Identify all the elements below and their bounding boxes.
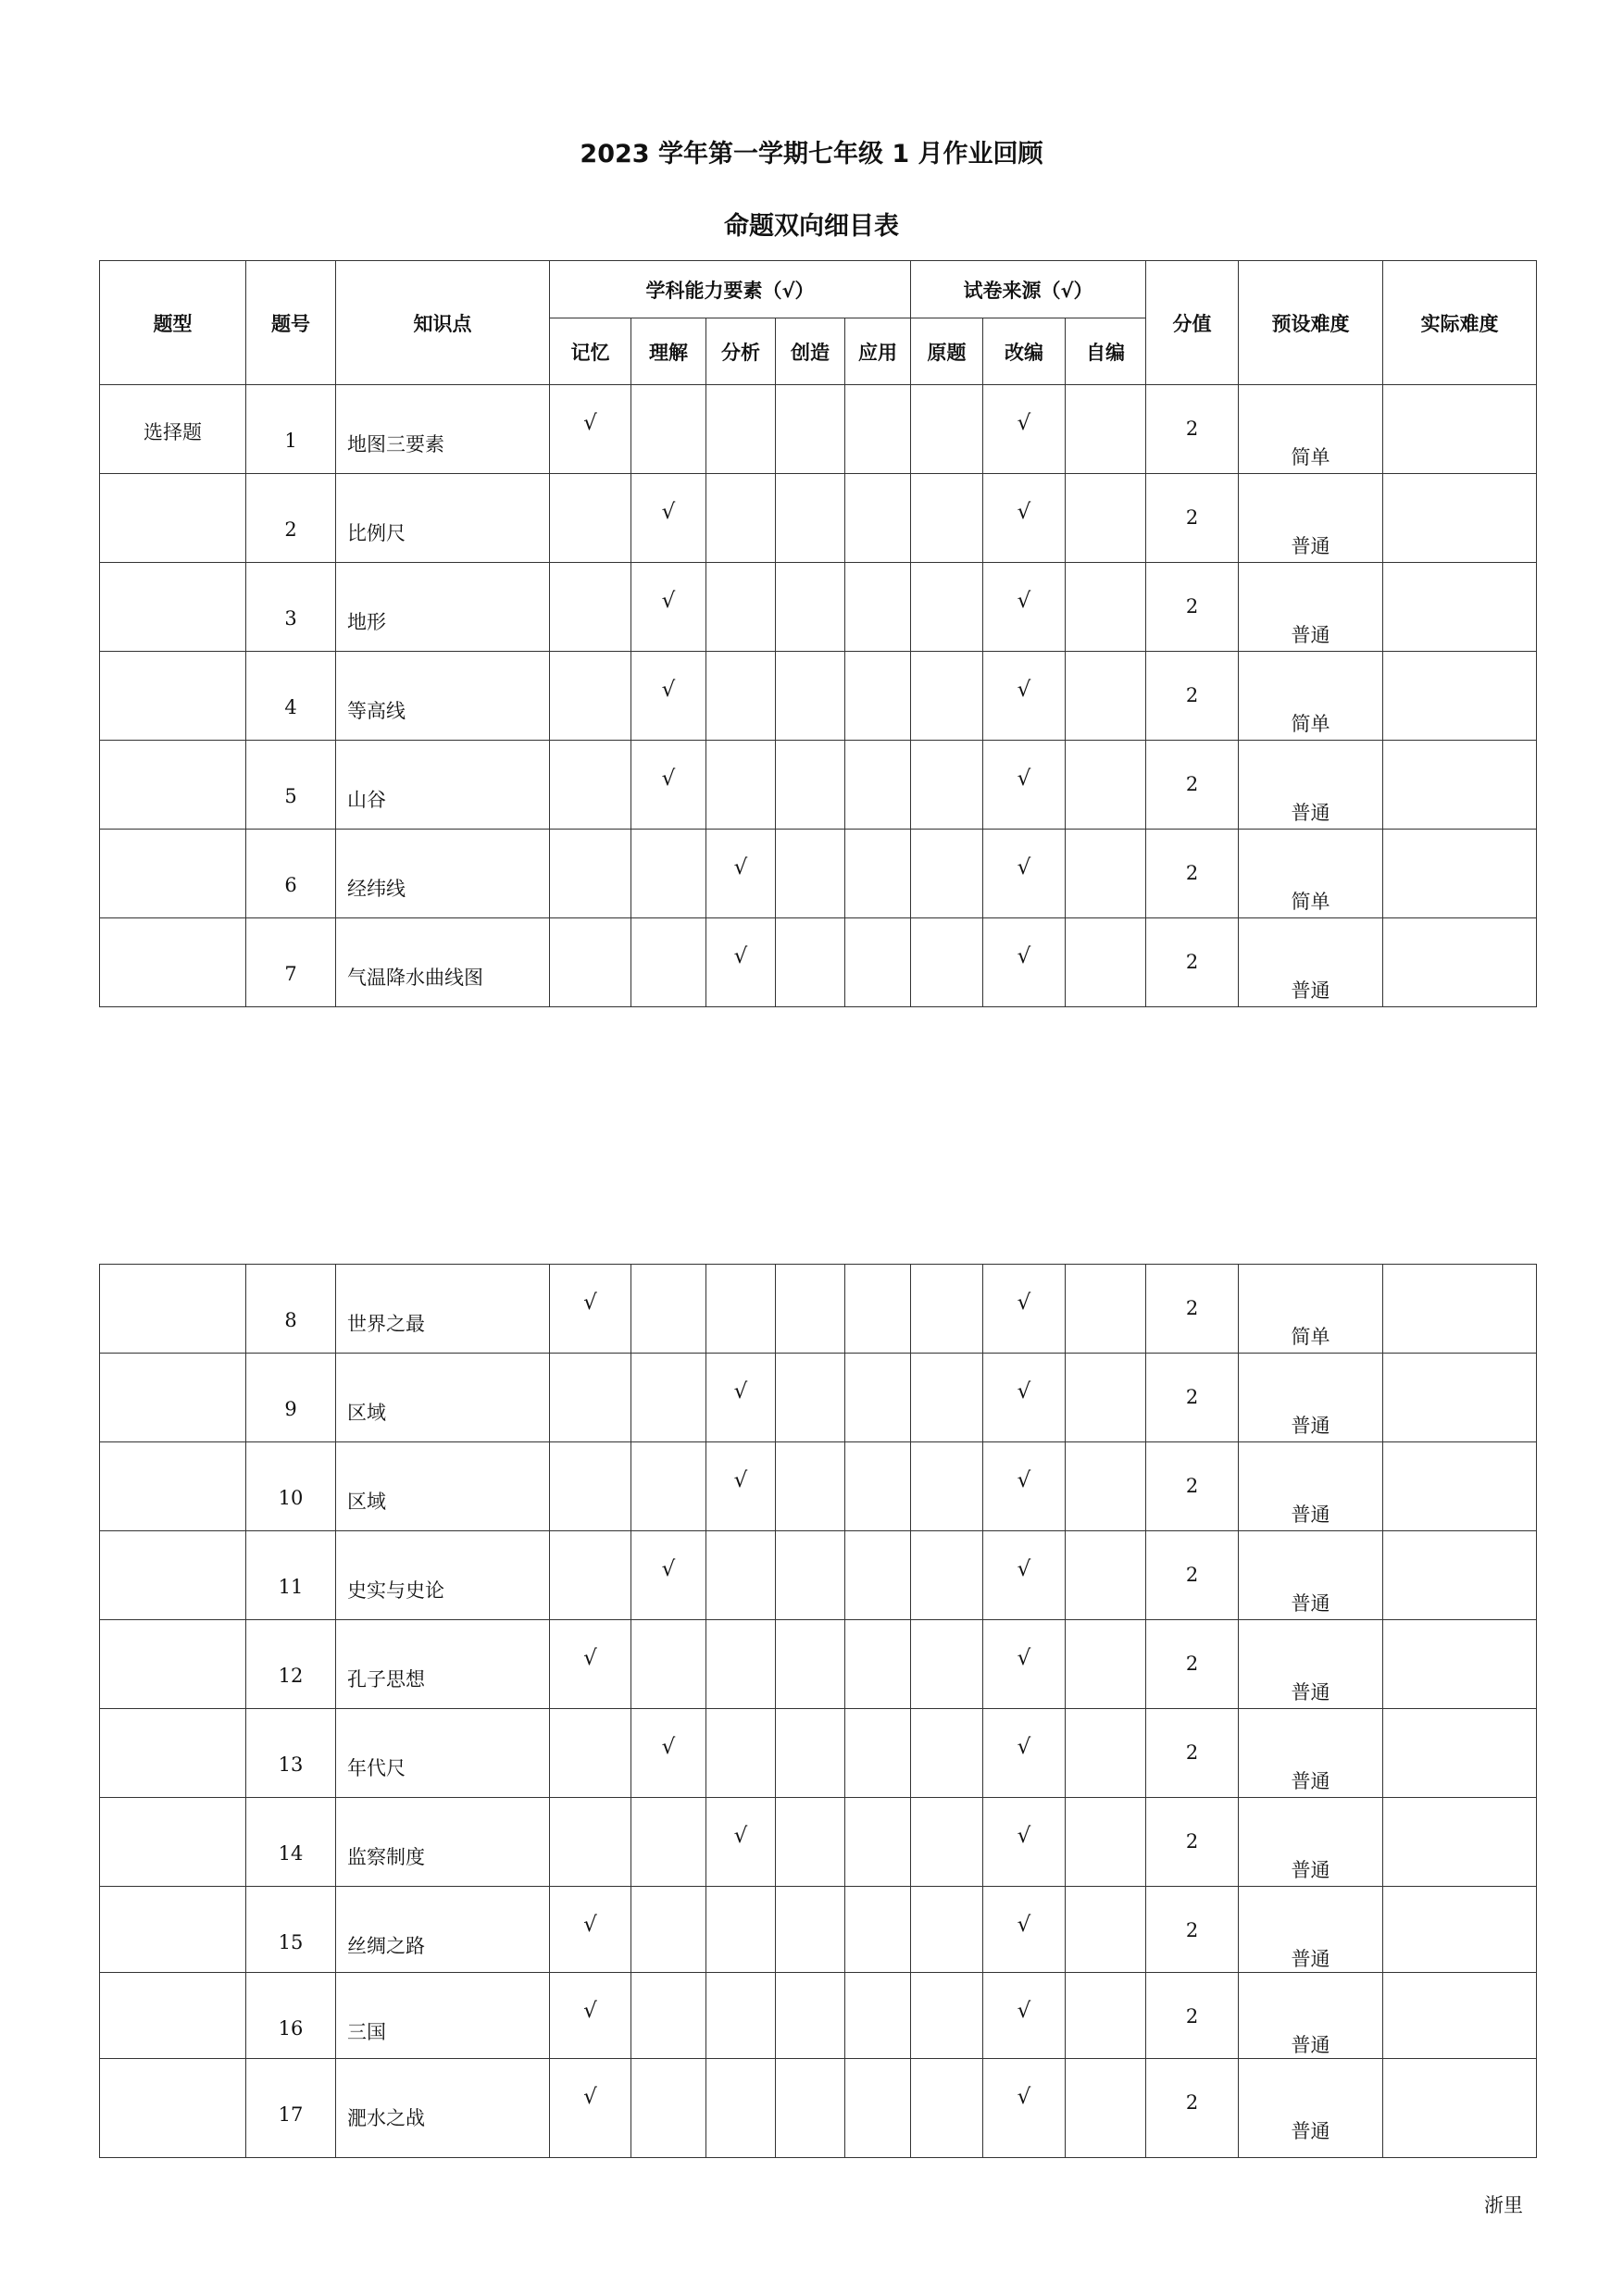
ability-cell xyxy=(845,563,911,652)
source-cell xyxy=(1066,1620,1146,1709)
ability-cell xyxy=(706,652,776,741)
header-type: 题型 xyxy=(100,261,246,385)
ability-cell xyxy=(776,741,845,830)
source-cell: √ xyxy=(983,2059,1066,2158)
table-row xyxy=(100,2059,1537,2158)
question-type-cell xyxy=(100,1887,246,1973)
ability-cell: √ xyxy=(631,1531,706,1620)
question-type-cell xyxy=(100,2059,246,2158)
question-number-cell: 10 xyxy=(246,1442,336,1531)
header-source-original: 原题 xyxy=(911,318,983,385)
source-cell xyxy=(1066,2059,1146,2158)
source-cell: √ xyxy=(983,741,1066,830)
source-cell: √ xyxy=(983,830,1066,918)
ability-cell xyxy=(706,1973,776,2059)
ability-cell xyxy=(776,1887,845,1973)
ability-cell xyxy=(776,1798,845,1887)
header-actual-difficulty: 实际难度 xyxy=(1383,261,1537,385)
table-body-page2 xyxy=(100,1265,1537,2158)
question-number-cell: 15 xyxy=(246,1887,336,1973)
header-source-adapted: 改编 xyxy=(983,318,1066,385)
question-number-cell: 12 xyxy=(246,1620,336,1709)
actual-difficulty-cell xyxy=(1383,830,1537,918)
ability-cell xyxy=(706,563,776,652)
header-score: 分值 xyxy=(1146,261,1239,385)
ability-cell: √ xyxy=(706,1354,776,1442)
ability-cell xyxy=(550,1709,631,1798)
source-cell xyxy=(1066,474,1146,563)
table-row xyxy=(100,563,1537,652)
knowledge-point-cell: 经纬线 xyxy=(336,830,550,918)
header-expected-difficulty: 预设难度 xyxy=(1239,261,1383,385)
score-cell: 2 xyxy=(1146,474,1239,563)
ability-cell xyxy=(776,1354,845,1442)
ability-cell xyxy=(845,1531,911,1620)
score-cell: 2 xyxy=(1146,1798,1239,1887)
question-type-cell xyxy=(100,1973,246,2059)
ability-cell xyxy=(631,385,706,474)
score-cell: 2 xyxy=(1146,1709,1239,1798)
knowledge-point-cell: 等高线 xyxy=(336,652,550,741)
source-cell xyxy=(1066,1354,1146,1442)
expected-difficulty-cell: 普通 xyxy=(1239,2059,1383,2158)
ability-cell xyxy=(776,563,845,652)
score-cell: 2 xyxy=(1146,2059,1239,2158)
source-cell: √ xyxy=(983,563,1066,652)
footer-mark: 浙里 xyxy=(1484,2194,1523,2216)
ability-cell xyxy=(706,741,776,830)
score-cell: 2 xyxy=(1146,1620,1239,1709)
ability-cell: √ xyxy=(706,830,776,918)
score-cell: 2 xyxy=(1146,1973,1239,2059)
knowledge-point-cell: 地形 xyxy=(336,563,550,652)
source-cell xyxy=(1066,741,1146,830)
question-number-cell: 16 xyxy=(246,1973,336,2059)
source-cell: √ xyxy=(983,385,1066,474)
ability-cell xyxy=(776,1709,845,1798)
ability-cell xyxy=(550,918,631,1007)
ability-cell xyxy=(550,830,631,918)
knowledge-point-cell: 世界之最 xyxy=(336,1265,550,1354)
ability-cell xyxy=(706,1709,776,1798)
source-cell: √ xyxy=(983,1798,1066,1887)
question-type-cell xyxy=(100,1354,246,1442)
score-cell: 2 xyxy=(1146,918,1239,1007)
expected-difficulty-cell: 简单 xyxy=(1239,830,1383,918)
expected-difficulty-cell: 简单 xyxy=(1239,1265,1383,1354)
source-cell: √ xyxy=(983,1265,1066,1354)
source-cell xyxy=(1066,385,1146,474)
question-type-cell xyxy=(100,1265,246,1354)
ability-cell xyxy=(776,652,845,741)
table-row xyxy=(100,385,1537,474)
ability-cell xyxy=(631,1887,706,1973)
document-title: 2023 学年第一学期七年级 1 月作业回顾 xyxy=(580,140,1043,168)
source-cell: √ xyxy=(983,918,1066,1007)
question-type-cell xyxy=(100,918,246,1007)
source-cell xyxy=(1066,563,1146,652)
table-body-page1 xyxy=(100,385,1537,1007)
knowledge-point-cell: 区域 xyxy=(336,1442,550,1531)
source-cell xyxy=(911,918,983,1007)
ability-cell xyxy=(550,652,631,741)
table-row xyxy=(100,1798,1537,1887)
ability-cell: √ xyxy=(706,1798,776,1887)
question-number-cell: 6 xyxy=(246,830,336,918)
ability-cell: √ xyxy=(550,1887,631,1973)
expected-difficulty-cell: 普通 xyxy=(1239,1354,1383,1442)
ability-cell xyxy=(845,1354,911,1442)
ability-cell: √ xyxy=(550,1265,631,1354)
question-type-cell xyxy=(100,1531,246,1620)
actual-difficulty-cell xyxy=(1383,474,1537,563)
ability-cell: √ xyxy=(631,1709,706,1798)
table-row xyxy=(100,1709,1537,1798)
expected-difficulty-cell: 普通 xyxy=(1239,563,1383,652)
ability-cell xyxy=(776,1265,845,1354)
expected-difficulty-cell: 普通 xyxy=(1239,1798,1383,1887)
table-row xyxy=(100,652,1537,741)
source-cell xyxy=(1066,652,1146,741)
source-cell xyxy=(1066,1265,1146,1354)
expected-difficulty-cell: 普通 xyxy=(1239,1531,1383,1620)
score-cell: 2 xyxy=(1146,1265,1239,1354)
score-cell: 2 xyxy=(1146,1354,1239,1442)
ability-cell xyxy=(550,741,631,830)
score-cell: 2 xyxy=(1146,385,1239,474)
ability-cell: √ xyxy=(550,385,631,474)
actual-difficulty-cell xyxy=(1383,563,1537,652)
table-row xyxy=(100,1531,1537,1620)
source-cell xyxy=(1066,1798,1146,1887)
ability-cell: √ xyxy=(631,474,706,563)
source-cell xyxy=(911,1798,983,1887)
ability-cell xyxy=(550,1442,631,1531)
question-type-cell xyxy=(100,563,246,652)
knowledge-point-cell: 孔子思想 xyxy=(336,1620,550,1709)
actual-difficulty-cell xyxy=(1383,652,1537,741)
ability-cell xyxy=(845,1442,911,1531)
ability-cell xyxy=(550,563,631,652)
actual-difficulty-cell xyxy=(1383,1442,1537,1531)
table-row xyxy=(100,474,1537,563)
ability-cell xyxy=(845,741,911,830)
knowledge-point-cell: 地图三要素 xyxy=(336,385,550,474)
ability-cell xyxy=(776,1973,845,2059)
ability-cell: √ xyxy=(631,652,706,741)
expected-difficulty-cell: 简单 xyxy=(1239,652,1383,741)
ability-cell xyxy=(845,830,911,918)
question-number-cell: 14 xyxy=(246,1798,336,1887)
expected-difficulty-cell: 简单 xyxy=(1239,385,1383,474)
ability-cell xyxy=(550,1531,631,1620)
actual-difficulty-cell xyxy=(1383,2059,1537,2158)
source-cell: √ xyxy=(983,474,1066,563)
ability-cell xyxy=(631,1798,706,1887)
source-cell xyxy=(1066,1973,1146,2059)
ability-cell xyxy=(631,830,706,918)
source-cell xyxy=(911,830,983,918)
expected-difficulty-cell: 普通 xyxy=(1239,741,1383,830)
expected-difficulty-cell: 普通 xyxy=(1239,1620,1383,1709)
ability-cell xyxy=(845,1709,911,1798)
source-cell xyxy=(911,1709,983,1798)
ability-cell: √ xyxy=(706,918,776,1007)
knowledge-point-cell: 淝水之战 xyxy=(336,2059,550,2158)
source-cell xyxy=(911,2059,983,2158)
detail-table-page2 xyxy=(99,1264,1537,2158)
table-row xyxy=(100,1442,1537,1531)
source-cell xyxy=(911,1442,983,1531)
ability-cell xyxy=(845,474,911,563)
question-type-cell xyxy=(100,652,246,741)
source-cell xyxy=(911,1620,983,1709)
ability-cell xyxy=(706,474,776,563)
source-cell xyxy=(911,474,983,563)
header-ability-memory: 记忆 xyxy=(550,318,631,385)
ability-cell xyxy=(631,918,706,1007)
question-number-cell: 9 xyxy=(246,1354,336,1442)
ability-cell xyxy=(550,1798,631,1887)
source-cell xyxy=(911,563,983,652)
knowledge-point-cell: 史实与史论 xyxy=(336,1531,550,1620)
source-cell xyxy=(1066,1531,1146,1620)
actual-difficulty-cell xyxy=(1383,1887,1537,1973)
actual-difficulty-cell xyxy=(1383,1709,1537,1798)
score-cell: 2 xyxy=(1146,563,1239,652)
knowledge-point-cell: 丝绸之路 xyxy=(336,1887,550,1973)
expected-difficulty-cell: 普通 xyxy=(1239,474,1383,563)
table-row xyxy=(100,1973,1537,2059)
ability-cell xyxy=(631,2059,706,2158)
question-type-cell xyxy=(100,741,246,830)
question-number-cell: 1 xyxy=(246,385,336,474)
score-cell: 2 xyxy=(1146,830,1239,918)
ability-cell xyxy=(706,1620,776,1709)
document-subtitle: 命题双向细目表 xyxy=(724,212,899,241)
ability-cell xyxy=(631,1442,706,1531)
ability-cell xyxy=(776,2059,845,2158)
header-source-self: 自编 xyxy=(1066,318,1146,385)
header-knowledge: 知识点 xyxy=(336,261,550,385)
question-number-cell: 4 xyxy=(246,652,336,741)
ability-cell: √ xyxy=(706,1442,776,1531)
question-number-cell: 11 xyxy=(246,1531,336,1620)
header-ability-group: 学科能力要素（√） xyxy=(550,261,911,318)
knowledge-point-cell: 三国 xyxy=(336,1973,550,2059)
source-cell: √ xyxy=(983,1709,1066,1798)
source-cell xyxy=(911,1354,983,1442)
ability-cell: √ xyxy=(550,1973,631,2059)
knowledge-point-cell: 区域 xyxy=(336,1354,550,1442)
ability-cell xyxy=(631,1354,706,1442)
table-row xyxy=(100,1887,1537,1973)
ability-cell xyxy=(631,1620,706,1709)
ability-cell xyxy=(776,918,845,1007)
ability-cell xyxy=(845,1265,911,1354)
table-row xyxy=(100,1354,1537,1442)
question-type-cell xyxy=(100,1709,246,1798)
ability-cell xyxy=(845,2059,911,2158)
ability-cell: √ xyxy=(550,2059,631,2158)
ability-cell xyxy=(631,1973,706,2059)
source-cell: √ xyxy=(983,1620,1066,1709)
source-cell xyxy=(911,652,983,741)
ability-cell xyxy=(776,830,845,918)
actual-difficulty-cell xyxy=(1383,385,1537,474)
question-number-cell: 5 xyxy=(246,741,336,830)
ability-cell xyxy=(706,2059,776,2158)
ability-cell xyxy=(845,652,911,741)
actual-difficulty-cell xyxy=(1383,918,1537,1007)
expected-difficulty-cell: 普通 xyxy=(1239,1709,1383,1798)
source-cell: √ xyxy=(983,1531,1066,1620)
ability-cell: √ xyxy=(631,741,706,830)
question-number-cell: 13 xyxy=(246,1709,336,1798)
knowledge-point-cell: 监察制度 xyxy=(336,1798,550,1887)
question-number-cell: 3 xyxy=(246,563,336,652)
ability-cell: √ xyxy=(550,1620,631,1709)
header-ability-apply: 应用 xyxy=(845,318,911,385)
ability-cell xyxy=(776,1531,845,1620)
source-cell xyxy=(911,1973,983,2059)
question-number-cell: 2 xyxy=(246,474,336,563)
source-cell: √ xyxy=(983,1973,1066,2059)
table-row xyxy=(100,918,1537,1007)
expected-difficulty-cell: 普通 xyxy=(1239,1973,1383,2059)
ability-cell xyxy=(776,1442,845,1531)
header-ability-analyze: 分析 xyxy=(706,318,776,385)
detail-table-page1 xyxy=(99,260,1537,1007)
ability-cell xyxy=(631,1265,706,1354)
ability-cell xyxy=(706,1531,776,1620)
question-number-cell: 7 xyxy=(246,918,336,1007)
question-number-cell: 8 xyxy=(246,1265,336,1354)
source-cell xyxy=(1066,1887,1146,1973)
ability-cell xyxy=(776,474,845,563)
source-cell: √ xyxy=(983,652,1066,741)
question-type-cell xyxy=(100,474,246,563)
ability-cell xyxy=(706,1887,776,1973)
actual-difficulty-cell xyxy=(1383,1531,1537,1620)
question-type-cell xyxy=(100,830,246,918)
score-cell: 2 xyxy=(1146,741,1239,830)
header-ability-create: 创造 xyxy=(776,318,845,385)
source-cell: √ xyxy=(983,1442,1066,1531)
ability-cell xyxy=(845,1973,911,2059)
source-cell xyxy=(1066,918,1146,1007)
ability-cell xyxy=(706,385,776,474)
table-row xyxy=(100,830,1537,918)
ability-cell xyxy=(776,385,845,474)
question-type-cell xyxy=(100,1620,246,1709)
knowledge-point-cell: 山谷 xyxy=(336,741,550,830)
score-cell: 2 xyxy=(1146,1531,1239,1620)
table-row xyxy=(100,1265,1537,1354)
question-type-cell xyxy=(100,1798,246,1887)
ability-cell xyxy=(845,1620,911,1709)
ability-cell xyxy=(845,1887,911,1973)
expected-difficulty-cell: 普通 xyxy=(1239,1887,1383,1973)
source-cell xyxy=(1066,830,1146,918)
score-cell: 2 xyxy=(1146,652,1239,741)
ability-cell xyxy=(550,1354,631,1442)
ability-cell xyxy=(706,1265,776,1354)
source-cell xyxy=(911,1887,983,1973)
actual-difficulty-cell xyxy=(1383,1973,1537,2059)
score-cell: 2 xyxy=(1146,1887,1239,1973)
question-number-cell: 17 xyxy=(246,2059,336,2158)
table-row xyxy=(100,1620,1537,1709)
ability-cell xyxy=(845,918,911,1007)
expected-difficulty-cell: 普通 xyxy=(1239,1442,1383,1531)
ability-cell xyxy=(845,1798,911,1887)
ability-cell xyxy=(845,385,911,474)
expected-difficulty-cell: 普通 xyxy=(1239,918,1383,1007)
actual-difficulty-cell xyxy=(1383,1265,1537,1354)
actual-difficulty-cell xyxy=(1383,741,1537,830)
source-cell xyxy=(911,385,983,474)
source-cell xyxy=(911,1531,983,1620)
source-cell xyxy=(911,1265,983,1354)
question-type-cell xyxy=(100,1442,246,1531)
source-cell xyxy=(911,741,983,830)
ability-cell xyxy=(550,474,631,563)
actual-difficulty-cell xyxy=(1383,1354,1537,1442)
question-type-cell: 选择题 xyxy=(100,385,246,474)
source-cell: √ xyxy=(983,1354,1066,1442)
ability-cell: √ xyxy=(631,563,706,652)
source-cell xyxy=(1066,1442,1146,1531)
ability-cell xyxy=(776,1620,845,1709)
actual-difficulty-cell xyxy=(1383,1798,1537,1887)
header-number: 题号 xyxy=(246,261,336,385)
source-cell: √ xyxy=(983,1887,1066,1973)
actual-difficulty-cell xyxy=(1383,1620,1537,1709)
knowledge-point-cell: 比例尺 xyxy=(336,474,550,563)
header-source-group: 试卷来源（√） xyxy=(911,261,1146,318)
source-cell xyxy=(1066,1709,1146,1798)
knowledge-point-cell: 年代尺 xyxy=(336,1709,550,1798)
header-ability-understand: 理解 xyxy=(631,318,706,385)
table-row xyxy=(100,741,1537,830)
knowledge-point-cell: 气温降水曲线图 xyxy=(336,918,550,1007)
score-cell: 2 xyxy=(1146,1442,1239,1531)
